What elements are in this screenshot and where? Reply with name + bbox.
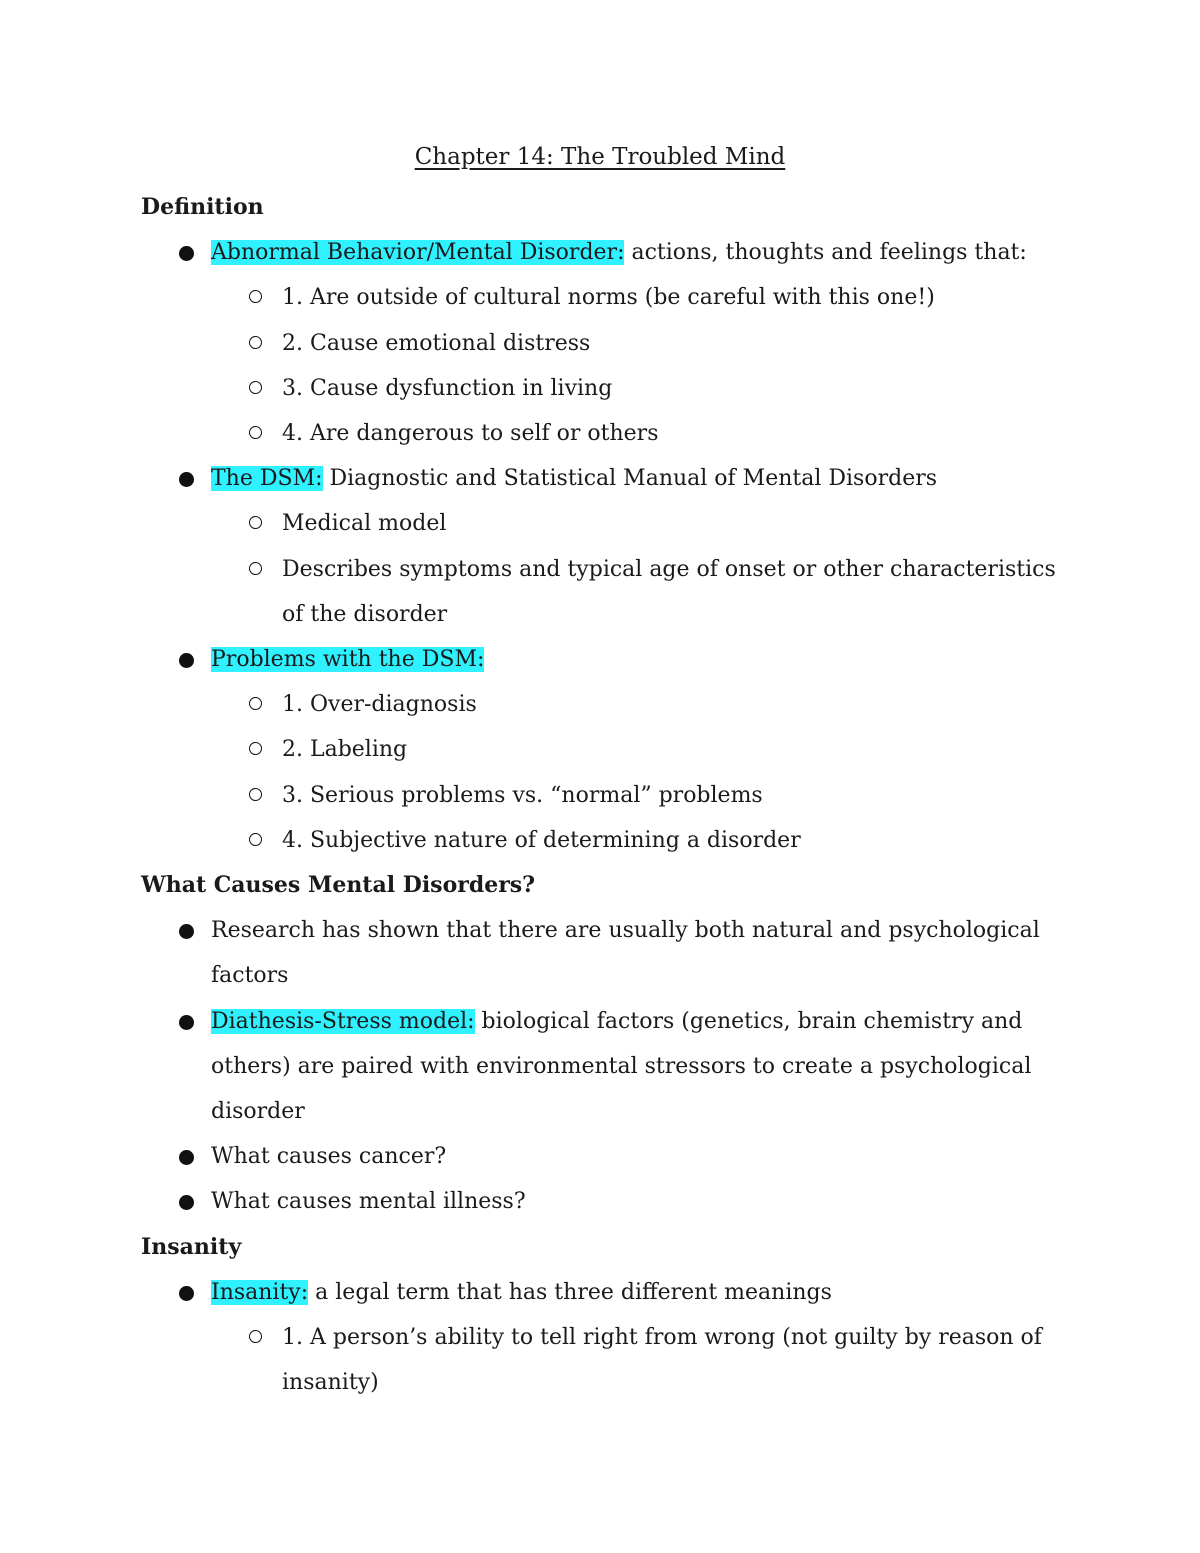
hollow-bullet-icon	[249, 381, 262, 394]
filled-bullet-icon	[179, 924, 194, 939]
sub-item-text: 3. Cause dysfunction in living	[282, 375, 613, 401]
hollow-bullet-icon	[249, 788, 262, 801]
definition-list	[141, 230, 1061, 863]
filled-bullet-icon	[179, 1150, 194, 1165]
sub-item-text: Medical model	[282, 511, 447, 537]
sub-list-item	[141, 547, 1061, 637]
document-body	[141, 185, 1061, 1405]
sub-item-text: 2. Cause emotional distress	[282, 330, 591, 356]
sub-list-item	[141, 275, 1061, 320]
sub-list-item	[141, 321, 1061, 366]
section-heading-causes: What Causes Mental Disorders?	[141, 872, 536, 899]
definition-text: a legal term that has three different meanings	[308, 1279, 832, 1305]
sub-item-text: 1. Are outside of cultural norms (be careful with this one!)	[282, 285, 935, 311]
list-item-mental-illness	[141, 1179, 1061, 1224]
hollow-bullet-icon	[249, 697, 262, 710]
causes-list	[141, 908, 1061, 1224]
sub-item-text: 1. A person’s ability to tell right from wrong (not guilty by reason of insanity)	[282, 1325, 1042, 1396]
sub-item-text: 1. Over-diagnosis	[282, 692, 477, 718]
list-item-abnormal-behavior	[141, 230, 1061, 275]
sub-list-item	[141, 818, 1061, 863]
sub-item-text: 3. Serious problems vs. “normal” problems	[282, 782, 763, 808]
filled-bullet-icon	[179, 472, 194, 487]
highlighted-term: Problems with the DSM:	[211, 647, 485, 673]
hollow-bullet-icon	[249, 562, 262, 575]
hollow-bullet-icon	[249, 290, 262, 303]
definition-text: actions, thoughts and feelings that:	[624, 240, 1027, 266]
filled-bullet-icon	[179, 246, 194, 261]
definition-text: biological factors (genetics, brain chemistry and others) are paired with environmental stressors to create a psychological disorder	[211, 1008, 1032, 1125]
sub-list-item	[141, 727, 1061, 772]
item-text: Research has shown that there are usually both natural and psychological factors	[211, 918, 1040, 989]
insanity-list	[141, 1270, 1061, 1406]
filled-bullet-icon	[179, 653, 194, 668]
filled-bullet-icon	[179, 1015, 194, 1030]
hollow-bullet-icon	[249, 1330, 262, 1343]
list-item-dsm	[141, 456, 1061, 501]
highlighted-term: The DSM:	[211, 466, 323, 492]
filled-bullet-icon	[179, 1195, 194, 1210]
sub-list-item	[141, 1315, 1061, 1405]
hollow-bullet-icon	[249, 742, 262, 755]
hollow-bullet-icon	[249, 516, 262, 529]
sub-list-item	[141, 682, 1061, 727]
filled-bullet-icon	[179, 1286, 194, 1301]
highlighted-term: Insanity:	[211, 1279, 309, 1305]
sub-list-item	[141, 501, 1061, 546]
sub-item-text: 2. Labeling	[282, 737, 408, 763]
document-title: Chapter 14: The Troubled Mind	[414, 144, 786, 170]
sub-list-item	[141, 773, 1061, 818]
hollow-bullet-icon	[249, 336, 262, 349]
list-item-research	[141, 908, 1061, 998]
sub-list-item	[141, 411, 1061, 456]
list-item-diathesis-stress	[141, 999, 1061, 1135]
sub-item-text: 4. Subjective nature of determining a disorder	[282, 827, 801, 853]
highlighted-term: Diathesis-Stress model:	[211, 1008, 475, 1034]
highlighted-term: Abnormal Behavior/Mental Disorder:	[211, 240, 625, 266]
item-text: What causes mental illness?	[211, 1189, 526, 1215]
definition-text: Diagnostic and Statistical Manual of Mental Disorders	[322, 466, 938, 492]
sub-item-text: Describes symptoms and typical age of onset or other characteristics of the disorder	[282, 556, 1056, 627]
list-item-insanity	[141, 1270, 1061, 1315]
list-item-dsm-problems	[141, 637, 1061, 682]
sub-list-item	[141, 366, 1061, 411]
list-item-cancer	[141, 1134, 1061, 1179]
section-heading-definition: Definition	[141, 194, 264, 220]
section-heading-insanity: Insanity	[141, 1233, 242, 1260]
hollow-bullet-icon	[249, 426, 262, 439]
hollow-bullet-icon	[249, 833, 262, 846]
sub-item-text: 4. Are dangerous to self or others	[282, 421, 659, 447]
item-text: What causes cancer?	[211, 1144, 447, 1170]
